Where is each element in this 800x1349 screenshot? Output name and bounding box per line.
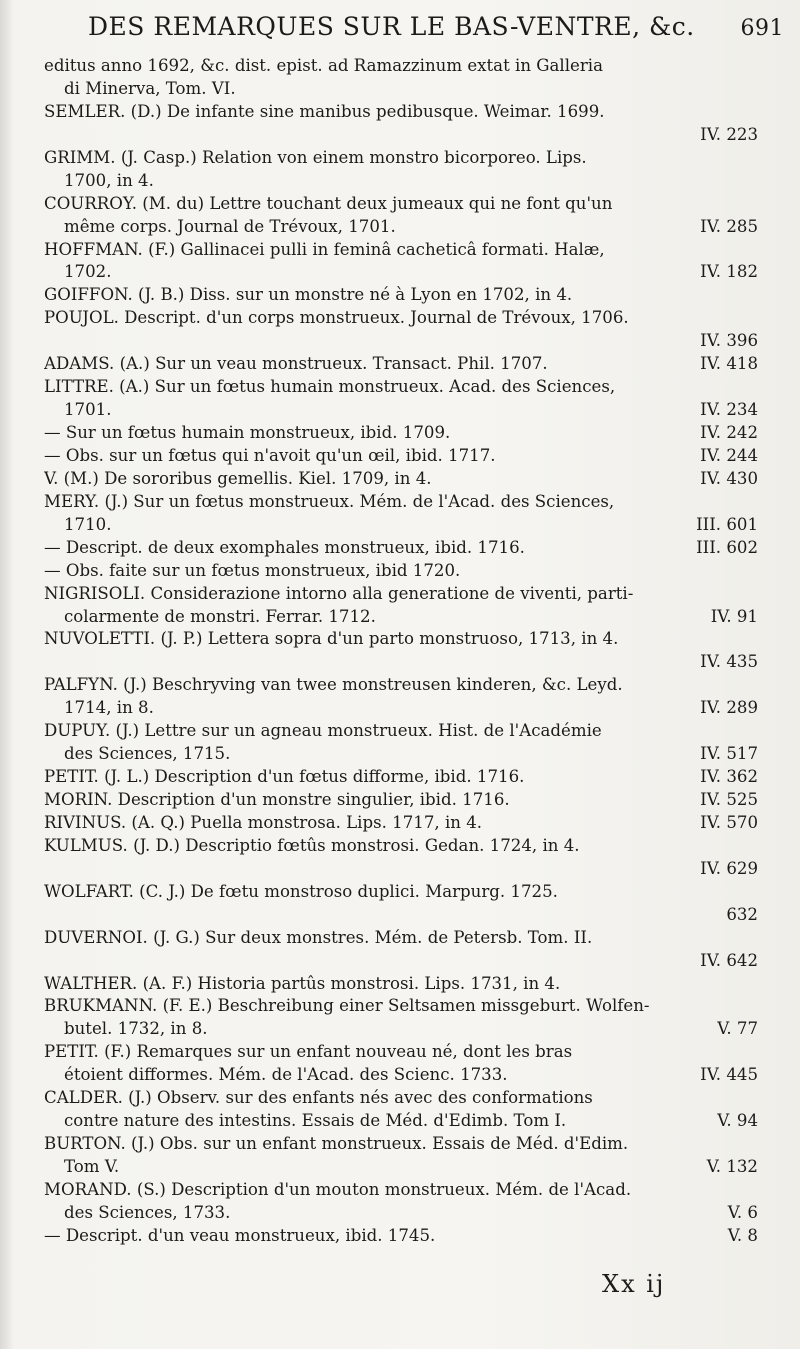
entry-reference: V. 8 <box>727 1225 758 1245</box>
entry-line <box>44 789 758 812</box>
entry-line <box>44 399 758 422</box>
entry-line <box>44 766 758 789</box>
entry-line <box>44 445 758 468</box>
entry-reference: IV. 242 <box>700 423 758 442</box>
entry-text: V. (M.) De sororibus gemellis. Kiel. 1709, in 4. <box>44 468 432 488</box>
entry-line <box>44 560 758 583</box>
bibliography-entry <box>44 353 758 376</box>
entry-text: PETIT. (J. L.) Description d'un fœtus difforme, ibid. 1716. <box>44 767 525 787</box>
entry-text: Tom V. <box>64 1157 120 1176</box>
entry-reference: 632 <box>726 904 758 924</box>
bibliography-entry <box>44 812 758 835</box>
entry-reference: IV. 223 <box>700 124 758 144</box>
entry-text: CALDER. (J.) Observ. sur des enfants nés avec des conformations <box>44 1088 593 1108</box>
entry-line <box>44 927 758 950</box>
entry-reference: IV. 234 <box>700 400 758 420</box>
entry-reference: IV. 642 <box>700 950 758 970</box>
entry-text: POUJOL. Descript. d'un corps monstrueux. Journal de Trévoux, 1706. <box>44 308 629 328</box>
entry-line <box>44 1179 758 1202</box>
entry-line <box>44 1225 758 1248</box>
entry-text: — Obs. sur un fœtus qui n'avoit qu'un œil, ibid. 1717. <box>44 445 496 465</box>
entry-text: butel. 1732, in 8. <box>64 1019 208 1039</box>
bibliography-entry <box>44 995 758 1041</box>
bibliography-entry <box>44 881 758 927</box>
entry-reference: III. 602 <box>696 537 758 557</box>
entry-text: BURTON. (J.) Obs. sur un enfant monstrueux. Essais de Méd. d'Edim. <box>44 1134 629 1154</box>
entry-reference: IV. 289 <box>700 698 758 718</box>
entry-line <box>44 101 758 124</box>
entry-line <box>44 376 758 399</box>
entry-line <box>44 284 758 307</box>
entry-line <box>44 950 758 973</box>
entry-line <box>44 78 758 101</box>
bibliography-entry <box>44 491 758 537</box>
entry-text: 1700, in 4. <box>64 170 154 190</box>
entry-text: — Descript. de deux exomphales monstrueux, ibid. 1716. <box>44 537 525 557</box>
entry-line <box>44 1202 758 1225</box>
bibliography-entry <box>44 1133 758 1179</box>
entry-line <box>44 193 758 216</box>
entry-text: KULMUS. (J. D.) Descriptio fœtûs monstrosi. Gedan. 1724, in 4. <box>44 835 580 855</box>
entry-text: DUVERNOI. (J. G.) Sur deux monstres. Mém. de Petersb. Tom. II. <box>44 927 593 947</box>
entry-text: ADAMS. (A.) Sur un veau monstrueux. Transact. Phil. 1707. <box>44 354 548 374</box>
entry-text: contre nature des intestins. Essais de Méd. d'Edimb. Tom I. <box>64 1111 567 1131</box>
entry-reference: IV. 629 <box>700 858 758 878</box>
entry-text: HOFFMAN. (F.) Gallinacei pulli in feminâ cacheticâ formati. Halæ, <box>44 239 605 259</box>
bibliography-entry <box>44 55 758 101</box>
entry-line <box>44 330 758 353</box>
running-header <box>88 12 784 41</box>
entry-reference: IV. 91 <box>710 606 758 626</box>
entry-reference: IV. 396 <box>700 331 758 351</box>
entry-text: MERY. (J.) Sur un fœtus monstrueux. Mém. de l'Acad. des Sciences, <box>44 491 615 511</box>
entry-line <box>44 651 758 674</box>
entry-line <box>44 491 758 514</box>
page-number: 691 <box>740 16 784 41</box>
entry-line <box>44 904 758 927</box>
entry-line <box>44 147 758 170</box>
bibliography-entry <box>44 973 758 996</box>
entry-text: COURROY. (M. du) Lettre touchant deux jumeaux qui ne font qu'un <box>44 193 613 213</box>
bibliography-entry <box>44 537 758 560</box>
entry-line <box>44 170 758 193</box>
entry-line <box>44 881 758 904</box>
entry-line <box>44 674 758 697</box>
entry-reference: V. 132 <box>706 1157 758 1176</box>
entry-reference: IV. 430 <box>700 468 758 488</box>
entry-reference: IV. 435 <box>700 652 758 672</box>
running-title: DES REMARQUES SUR LE BAS-VENTRE, &c. <box>88 12 695 41</box>
bibliography-entry <box>44 376 758 422</box>
entry-text: SEMLER. (D.) De infante sine manibus pedibusque. Weimar. 1699. <box>44 101 605 121</box>
bibliography-entry <box>44 674 758 720</box>
entry-line <box>44 1064 758 1087</box>
bibliography-entry <box>44 1225 758 1248</box>
entry-line <box>44 307 758 330</box>
entry-line <box>44 973 758 996</box>
entry-text: — Descript. d'un veau monstrueux, ibid. 1745. <box>44 1225 436 1245</box>
entry-text: 1702. <box>64 262 112 282</box>
entry-line <box>44 720 758 743</box>
entry-line <box>44 1041 758 1064</box>
bibliography-entry <box>44 927 758 973</box>
entry-line <box>44 239 758 262</box>
entry-reference: V. 6 <box>727 1202 758 1222</box>
bibliography-entry <box>44 583 758 629</box>
entry-line <box>44 1156 758 1179</box>
bibliography-entry <box>44 422 758 445</box>
entry-text: GOIFFON. (J. B.) Diss. sur un monstre né à Lyon en 1702, in 4. <box>44 285 573 305</box>
entry-line <box>44 55 758 78</box>
entry-line <box>44 468 758 491</box>
entry-line <box>44 1087 758 1110</box>
bibliography-entry <box>44 101 758 147</box>
bibliography-entry <box>44 835 758 881</box>
entry-reference: IV. 517 <box>700 744 758 764</box>
entry-reference: IV. 418 <box>700 354 758 374</box>
entry-text: même corps. Journal de Trévoux, 1701. <box>64 216 396 236</box>
bibliography-entry <box>44 284 758 307</box>
entry-text: DUPUY. (J.) Lettre sur un agneau monstrueux. Hist. de l'Académie <box>44 721 602 741</box>
entry-reference: IV. 285 <box>700 216 758 236</box>
entry-text: LITTRE. (A.) Sur un fœtus humain monstrueux. Acad. des Sciences, <box>44 377 616 397</box>
entry-text: GRIMM. (J. Casp.) Relation von einem monstro bicorporeo. Lips. <box>44 147 587 167</box>
entry-reference: V. 77 <box>717 1019 758 1039</box>
entry-line <box>44 261 758 284</box>
bibliography-entry <box>44 560 758 583</box>
entry-line <box>44 628 758 651</box>
bibliography-entry <box>44 468 758 491</box>
entry-text: étoient difformes. Mém. de l'Acad. des Scienc. 1733. <box>64 1065 508 1085</box>
entry-text: — Obs. faite sur un fœtus monstrueux, ibid 1720. <box>44 560 461 580</box>
entry-text: di Minerva, Tom. VI. <box>64 78 236 98</box>
entry-line <box>44 697 758 720</box>
entry-text: colarmente de monstri. Ferrar. 1712. <box>64 606 376 626</box>
entry-line <box>44 1133 758 1156</box>
entry-text: PALFYN. (J.) Beschryving van twee monstreusen kinderen, &c. Leyd. <box>44 675 623 695</box>
entry-text: editus anno 1692, &c. dist. epist. ad Ramazzinum extat in Galleria <box>44 56 603 75</box>
bibliography-entry <box>44 307 758 353</box>
entry-reference: IV. 570 <box>700 812 758 832</box>
entry-line <box>44 216 758 239</box>
bibliography-entry <box>44 193 758 239</box>
entry-text: des Sciences, 1733. <box>64 1202 231 1222</box>
entry-text: 1710. <box>64 514 112 534</box>
entry-line <box>44 835 758 858</box>
bibliography-entry <box>44 239 758 285</box>
entry-line <box>44 995 758 1018</box>
bibliography-entry <box>44 789 758 812</box>
bibliography-entry <box>44 1087 758 1133</box>
entry-text: MORAND. (S.) Description d'un mouton monstrueux. Mém. de l'Acad. <box>44 1179 632 1199</box>
entry-text: 1714, in 8. <box>64 698 154 718</box>
entry-line <box>44 583 758 606</box>
entry-reference: III. 601 <box>696 514 758 534</box>
entry-text: NUVOLETTI. (J. P.) Lettera sopra d'un parto monstruoso, 1713, in 4. <box>44 629 619 649</box>
entry-line <box>44 1110 758 1133</box>
entry-text: NIGRISOLI. Considerazione intorno alla generatione de viventi, parti- <box>44 583 634 603</box>
entry-text: WALTHER. (A. F.) Historia partûs monstrosi. Lips. 1731, in 4. <box>44 973 561 993</box>
bibliography-entry <box>44 766 758 789</box>
bibliography-entry <box>44 445 758 468</box>
entry-text: PETIT. (F.) Remarques sur un enfant nouveau né, dont les bras <box>44 1042 573 1062</box>
entry-reference: IV. 445 <box>700 1065 758 1085</box>
entry-reference: IV. 244 <box>700 445 758 465</box>
entry-line <box>44 514 758 537</box>
entry-reference: IV. 525 <box>700 790 758 809</box>
bibliography-entry <box>44 1179 758 1225</box>
entry-line <box>44 743 758 766</box>
bibliography-entry <box>44 1041 758 1087</box>
entry-text: WOLFART. (C. J.) De fœtu monstroso duplici. Marpurg. 1725. <box>44 881 558 901</box>
bibliography-list <box>44 55 758 1248</box>
bibliography-entry <box>44 147 758 193</box>
entry-line <box>44 422 758 445</box>
entry-line <box>44 858 758 881</box>
entry-line <box>44 537 758 560</box>
bibliography-entry <box>44 628 758 674</box>
entry-line <box>44 124 758 147</box>
entry-reference: V. 94 <box>717 1111 758 1131</box>
entry-line <box>44 812 758 835</box>
entry-reference: IV. 362 <box>700 767 758 787</box>
entry-text: des Sciences, 1715. <box>64 744 231 764</box>
signature-mark: Xx ij <box>602 1270 666 1298</box>
bibliography-entry <box>44 720 758 766</box>
entry-line <box>44 606 758 629</box>
entry-text: 1701. <box>64 400 112 420</box>
entry-text: BRUKMANN. (F. E.) Beschreibung einer Seltsamen missgeburt. Wolfen- <box>44 996 650 1016</box>
entry-line <box>44 1018 758 1041</box>
entry-reference: IV. 182 <box>700 262 758 282</box>
entry-text: RIVINUS. (A. Q.) Puella monstrosa. Lips. 1717, in 4. <box>44 812 483 832</box>
entry-text: — Sur un fœtus humain monstrueux, ibid. 1709. <box>44 423 451 442</box>
entry-line <box>44 353 758 376</box>
entry-text: MORIN. Description d'un monstre singulier, ibid. 1716. <box>44 790 510 809</box>
